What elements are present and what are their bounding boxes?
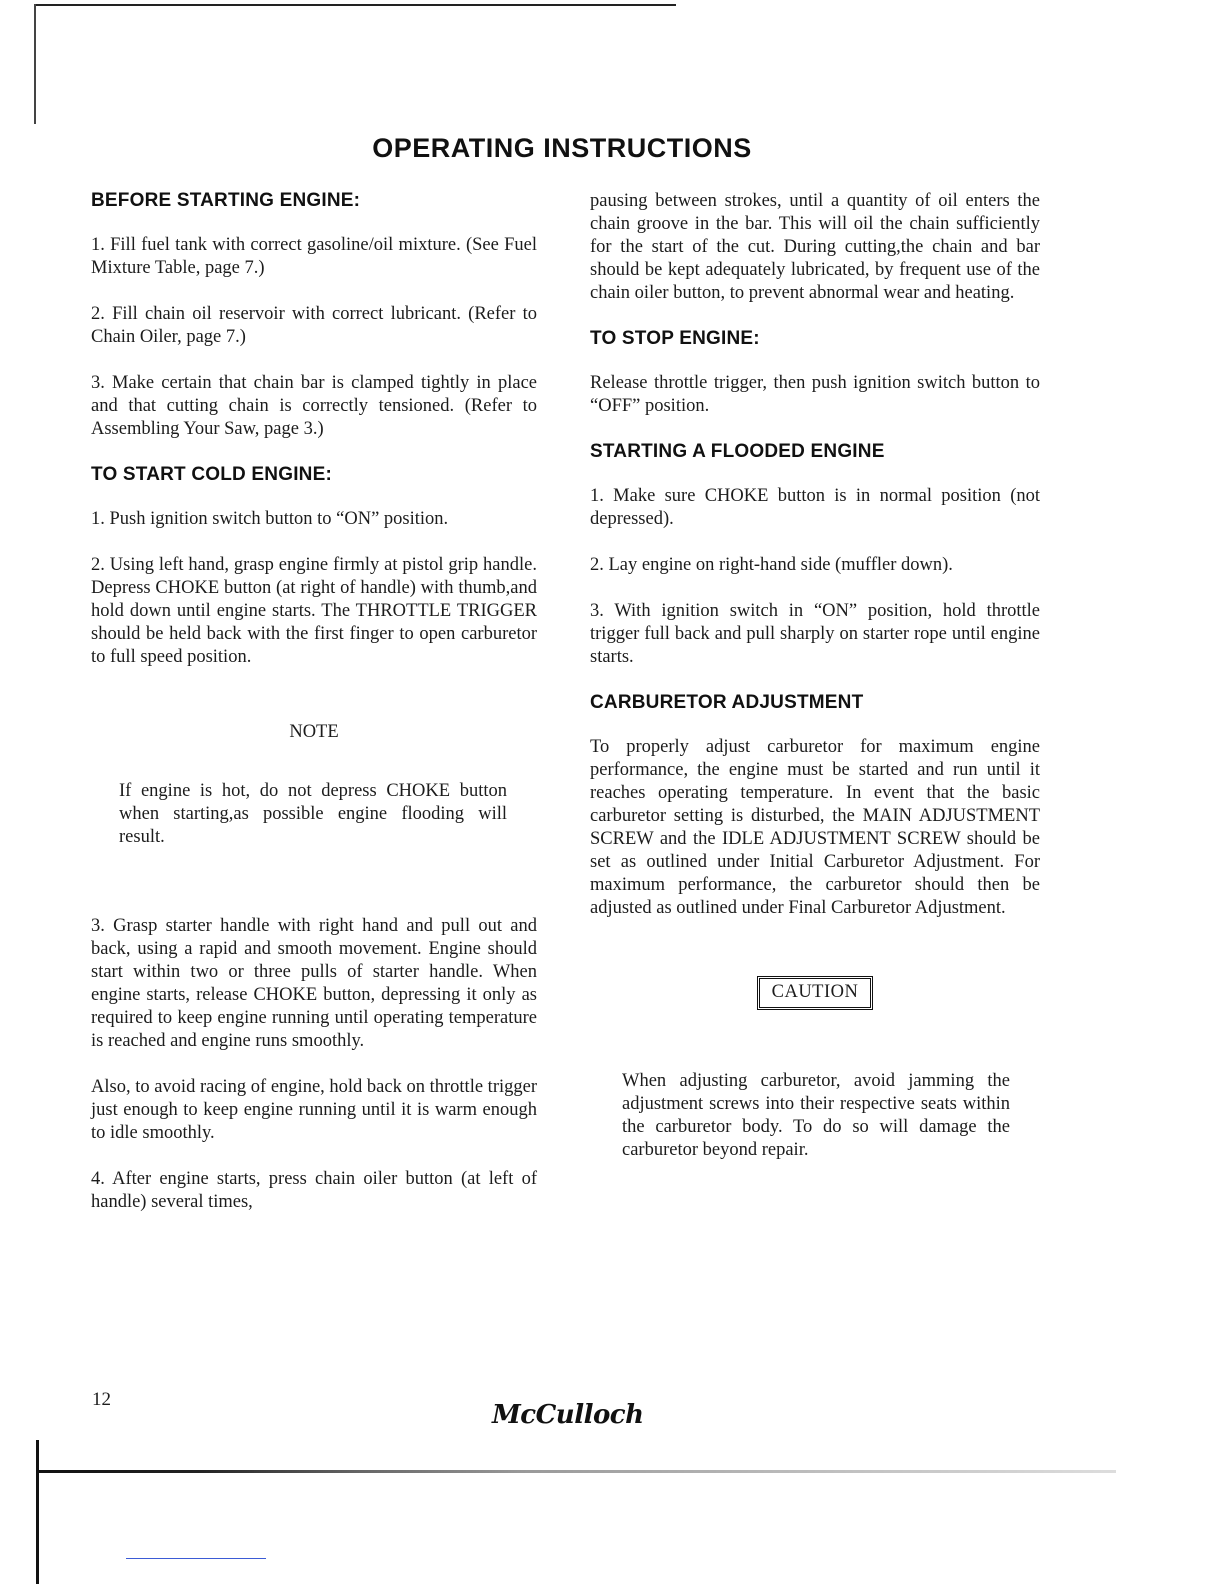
note-text: If engine is hot, do not depress CHOKE button when starting,as possible engine flooding will result. — [119, 781, 507, 847]
section-start-cold — [91, 464, 537, 1214]
start-cold-item-4: 4. After engine starts, press chain oiler button (at left of handle) several times, — [91, 1169, 537, 1212]
section-flooded-engine — [590, 441, 1040, 669]
heading-carburetor: CARBURETOR ADJUSTMENT — [590, 692, 864, 713]
section-before-starting — [91, 190, 537, 441]
start-cold-item-2: 2. Using left hand, grasp engine firmly at pistol grip handle. Depress CHOKE button (at right of handle) with thumb,and hold down until engine starts. The THROTTLE TRIGGER should be held back with the first finger to open carburetor to full speed position. — [91, 555, 537, 667]
section-carburetor — [590, 692, 1040, 1162]
start-cold-racing-paragraph: Also, to avoid racing of engine, hold back on throttle trigger just enough to keep engine running until it is warm enough to idle smoothly. — [91, 1077, 537, 1143]
caution-label: CAUTION — [757, 976, 874, 1010]
caution-box-wrapper — [590, 976, 1040, 1010]
flooded-item-1: 1. Make sure CHOKE button is in normal position (not depressed). — [590, 486, 1040, 529]
heading-stop-engine: TO STOP ENGINE: — [590, 328, 760, 349]
scan-edge-bottom — [36, 1470, 1116, 1473]
start-cold-item-1: 1. Push ignition switch button to “ON” position. — [91, 509, 449, 529]
start-cold-item-3: 3. Grasp starter handle with right hand and pull out and back, using a rapid and smooth movement. Engine should start within two or three pulls of starter handle. When engine starts, release CHOKE button, depressing it only as required to keep engine running until operating temperature is reached and engine runs smoothly. — [91, 916, 537, 1051]
before-starting-item-2: 2. Fill chain oil reservoir with correct lubricant. (Refer to Chain Oiler, page 7.) — [91, 304, 537, 347]
page-number: 12 — [92, 1389, 111, 1410]
flooded-item-2: 2. Lay engine on right-hand side (muffler down). — [590, 555, 953, 575]
page-title: OPERATING INSTRUCTIONS — [372, 133, 752, 163]
before-starting-item-1: 1. Fill fuel tank with correct gasoline/oil mixture. (See Fuel Mixture Table, page 7.) — [91, 235, 537, 278]
mcculloch-logo: McCulloch — [492, 1400, 644, 1430]
scan-edge-top — [36, 4, 676, 6]
scan-edge-left-bottom — [36, 1440, 39, 1584]
flooded-item-3: 3. With ignition switch in “ON” position, hold throttle trigger full back and pull sharply on starter rope until engine starts. — [590, 601, 1040, 667]
oiler-continuation: pausing between strokes, until a quantity of oil enters the chain groove in the bar. This will oil the chain sufficiently for the start of the cut. During cutting,the chain and bar should be kept adequately lubricated, by frequent use of the chain oiler button, to prevent abnormal wear and heating. — [590, 191, 1040, 303]
caution-text: When adjusting carburetor, avoid jamming the adjustment screws into their respective seats within the carburetor body. To do so will damage the carburetor beyond repair. — [622, 1071, 1010, 1160]
stop-engine-text: Release throttle trigger, then push ignition switch button to “OFF” position. — [590, 373, 1040, 416]
note-label: NOTE — [289, 722, 339, 742]
section-stop-engine — [590, 328, 1040, 418]
heading-flooded-engine: STARTING A FLOODED ENGINE — [590, 441, 885, 462]
heading-start-cold: TO START COLD ENGINE: — [91, 464, 332, 485]
left-column — [91, 190, 537, 1237]
heading-before-starting: BEFORE STARTING ENGINE: — [91, 190, 361, 211]
scan-blue-line — [126, 1558, 266, 1559]
scan-edge-left — [34, 4, 36, 124]
carburetor-text: To properly adjust carburetor for maximum engine performance, the engine must be started and run until it reaches operating temperature. In event that the basic carburetor setting is disturbed, the MAIN ADJUSTMENT SCREW and the IDLE ADJUSTMENT SCREW should be set as outlined under Initial Carburetor Adjustment. For maximum performance, the carburetor should then be adjusted as outlined under Final Carburetor Adjustment. — [590, 737, 1040, 918]
right-column — [590, 190, 1040, 1162]
before-starting-item-3: 3. Make certain that chain bar is clamped tightly in place and that cutting chain is correctly tensioned. (Refer to Assembling Your Saw, page 3.) — [91, 373, 537, 439]
